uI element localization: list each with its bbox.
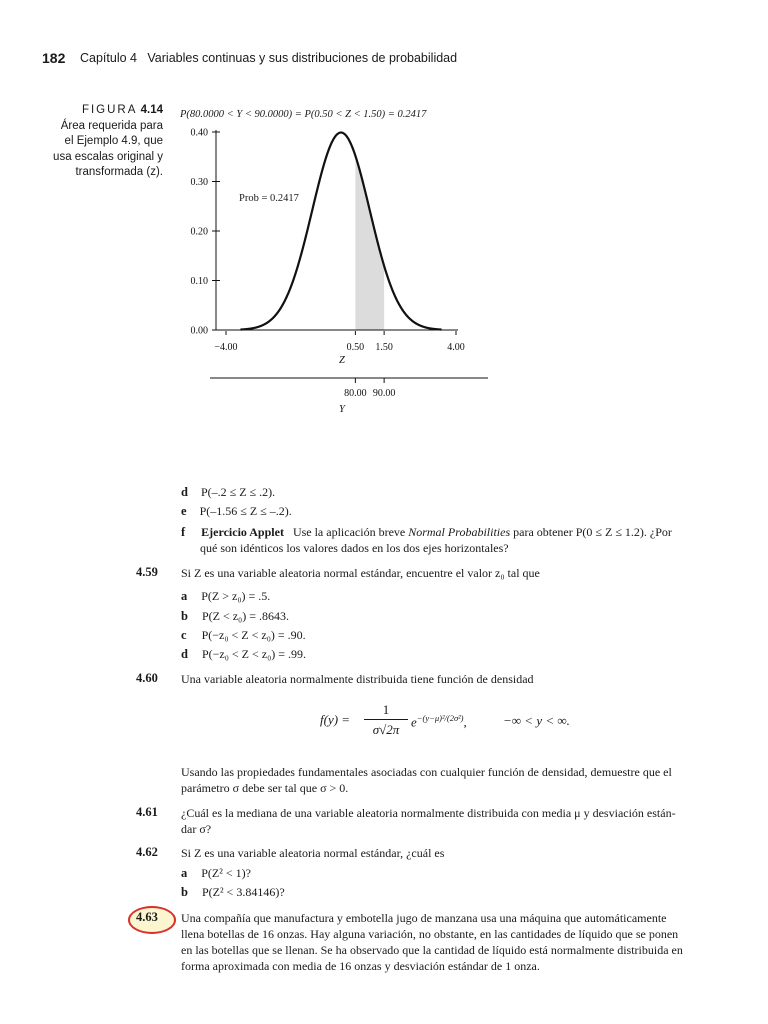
y-tick-label: 0.00 [190,325,208,337]
problem-text: Una compañía que manufactura y embotella jugo de manzana usa una máquina que automáticamente [181,911,667,925]
item-letter: b [181,885,188,899]
item-text: Use la aplicación breve [292,525,406,539]
x-tick-label: 4.00 [447,342,465,353]
problem-text: ¿Cuál es la mediana de una variable aleatoria normalmente distribuida con media μ y desviación están- [181,806,676,820]
list-item [181,588,270,604]
page-number: 182 [42,50,66,66]
item-letter: e [181,504,187,518]
item-text: para obtener P(0 ≤ Z ≤ 1.2). ¿Por [513,525,672,539]
figure-caption-line: el Ejemplo 4.9, que [64,135,163,147]
problem-text: llena botellas de 16 onzas. Hay alguna variación, no obstante, en las cantidades de líquido que se ponen [181,927,679,941]
item-text: P(Z > z₀) = .5. [201,589,271,603]
problem-text: Una variable aleatoria normalmente distribuida tiene función de densidad [181,672,534,686]
figure-caption-line: usa escalas original y [53,150,163,163]
problem-text: forma aproximada con media de 16 onzas y desviación estándar de 1 onza. [181,959,540,973]
item-letter: d [181,647,188,661]
item-text: P(−z₀ < Z < z₀) = .90. [201,628,306,642]
problem-text: dar σ? [181,822,212,836]
formula-exponential: $e^{-(y-\mu)^2/(2\sigma^2)}$, [411,713,467,730]
problem-number: 4.59 [136,565,158,579]
item-letter: f [181,525,186,539]
formula-denominator: σ√2π [372,722,400,737]
figure-label: FIGURA [81,104,138,116]
figure-caption-line: transformada (z). [75,166,163,178]
list-item [181,524,721,540]
y-tick-label: 0.20 [190,226,208,238]
formula-numerator: 1 [382,702,390,717]
item-text: P(–1.56 ≤ Z ≤ –.2). [199,504,292,518]
fraction-bar [364,719,408,720]
y-tick-label: 0.30 [190,177,208,188]
item-letter: a [181,589,188,603]
chart-title: P(80.0000 < Y < 90.0000) = P(0.50 < Z < 1.50) = 0.2417 [180,109,427,120]
running-title: Capítulo 4 Variables continuas y sus distribuciones de probabilidad [80,51,458,65]
list-item [181,503,292,519]
item-letter: b [181,609,188,623]
problem-text: Si Z es una variable aleatoria normal estándar, ¿cuál es [181,846,445,860]
item-text: P(Z < z₀) = .8643. [201,609,289,623]
figure-caption-line: Área requerida para [60,119,163,132]
problem-number: 4.60 [136,671,158,685]
list-item [181,484,275,500]
secondary-axis-label: Y [338,404,345,415]
item-text: P(Z² < 3.84146)? [201,885,285,899]
list-item [181,865,251,881]
figure-caption [30,103,163,181]
x-tick-label: −4.00 [214,342,238,353]
problem-number: 4.63 [136,910,158,924]
problem-text: parámetro σ debe ser tal que σ > 0. [181,781,349,795]
y-tick-label: 0.40 [190,127,208,139]
list-item [181,884,285,900]
formula-lhs: f(y) = [320,712,351,727]
problem-text: en las botellas que se llenan. Se ha observado que la cantidad de líquido está normalmente distribuida en [181,943,683,957]
shaded-area [355,156,384,330]
secondary-tick-label: 80.00 [344,388,367,399]
problem-number: 4.62 [136,845,158,859]
item-italic-text: Normal Probabilities [408,525,511,539]
x-axis-label: Z [338,355,345,366]
list-item [181,627,306,643]
y-tick-label: 0.10 [190,276,208,287]
item-text: P(Z² < 1)? [201,866,251,880]
figure-number: 4.14 [140,104,163,116]
item-text: P(−z₀ < Z < z₀) = .99. [201,647,307,661]
formula-range: −∞ < y < ∞. [503,713,570,728]
item-letter: d [181,485,188,499]
x-tick-label: 0.50 [346,342,365,353]
list-item [181,608,289,624]
x-tick-label: 1.50 [375,342,393,353]
item-letter: c [181,628,187,642]
problem-text: Usando las propiedades fundamentales asociadas con cualquier función de densidad, demuestre que el [181,765,672,779]
item-bold-label: Ejercicio Applet [201,525,284,539]
item-text: P(–.2 ≤ Z ≤ .2). [200,485,276,499]
normal-distribution-chart [170,100,510,430]
chart-annotation: Prob = 0.2417 [239,193,299,204]
problem-number: 4.61 [136,805,158,819]
secondary-tick-label: 90.00 [372,388,396,399]
list-item [181,646,306,662]
item-letter: a [181,866,188,880]
problem-text: Si Z es una variable aleatoria normal estándar, encuentre el valor z₀ tal que [181,566,540,580]
density-curve [240,133,441,330]
item-text-continued: qué son idénticos los valores dados en los dos ejes horizontales? [200,541,509,555]
